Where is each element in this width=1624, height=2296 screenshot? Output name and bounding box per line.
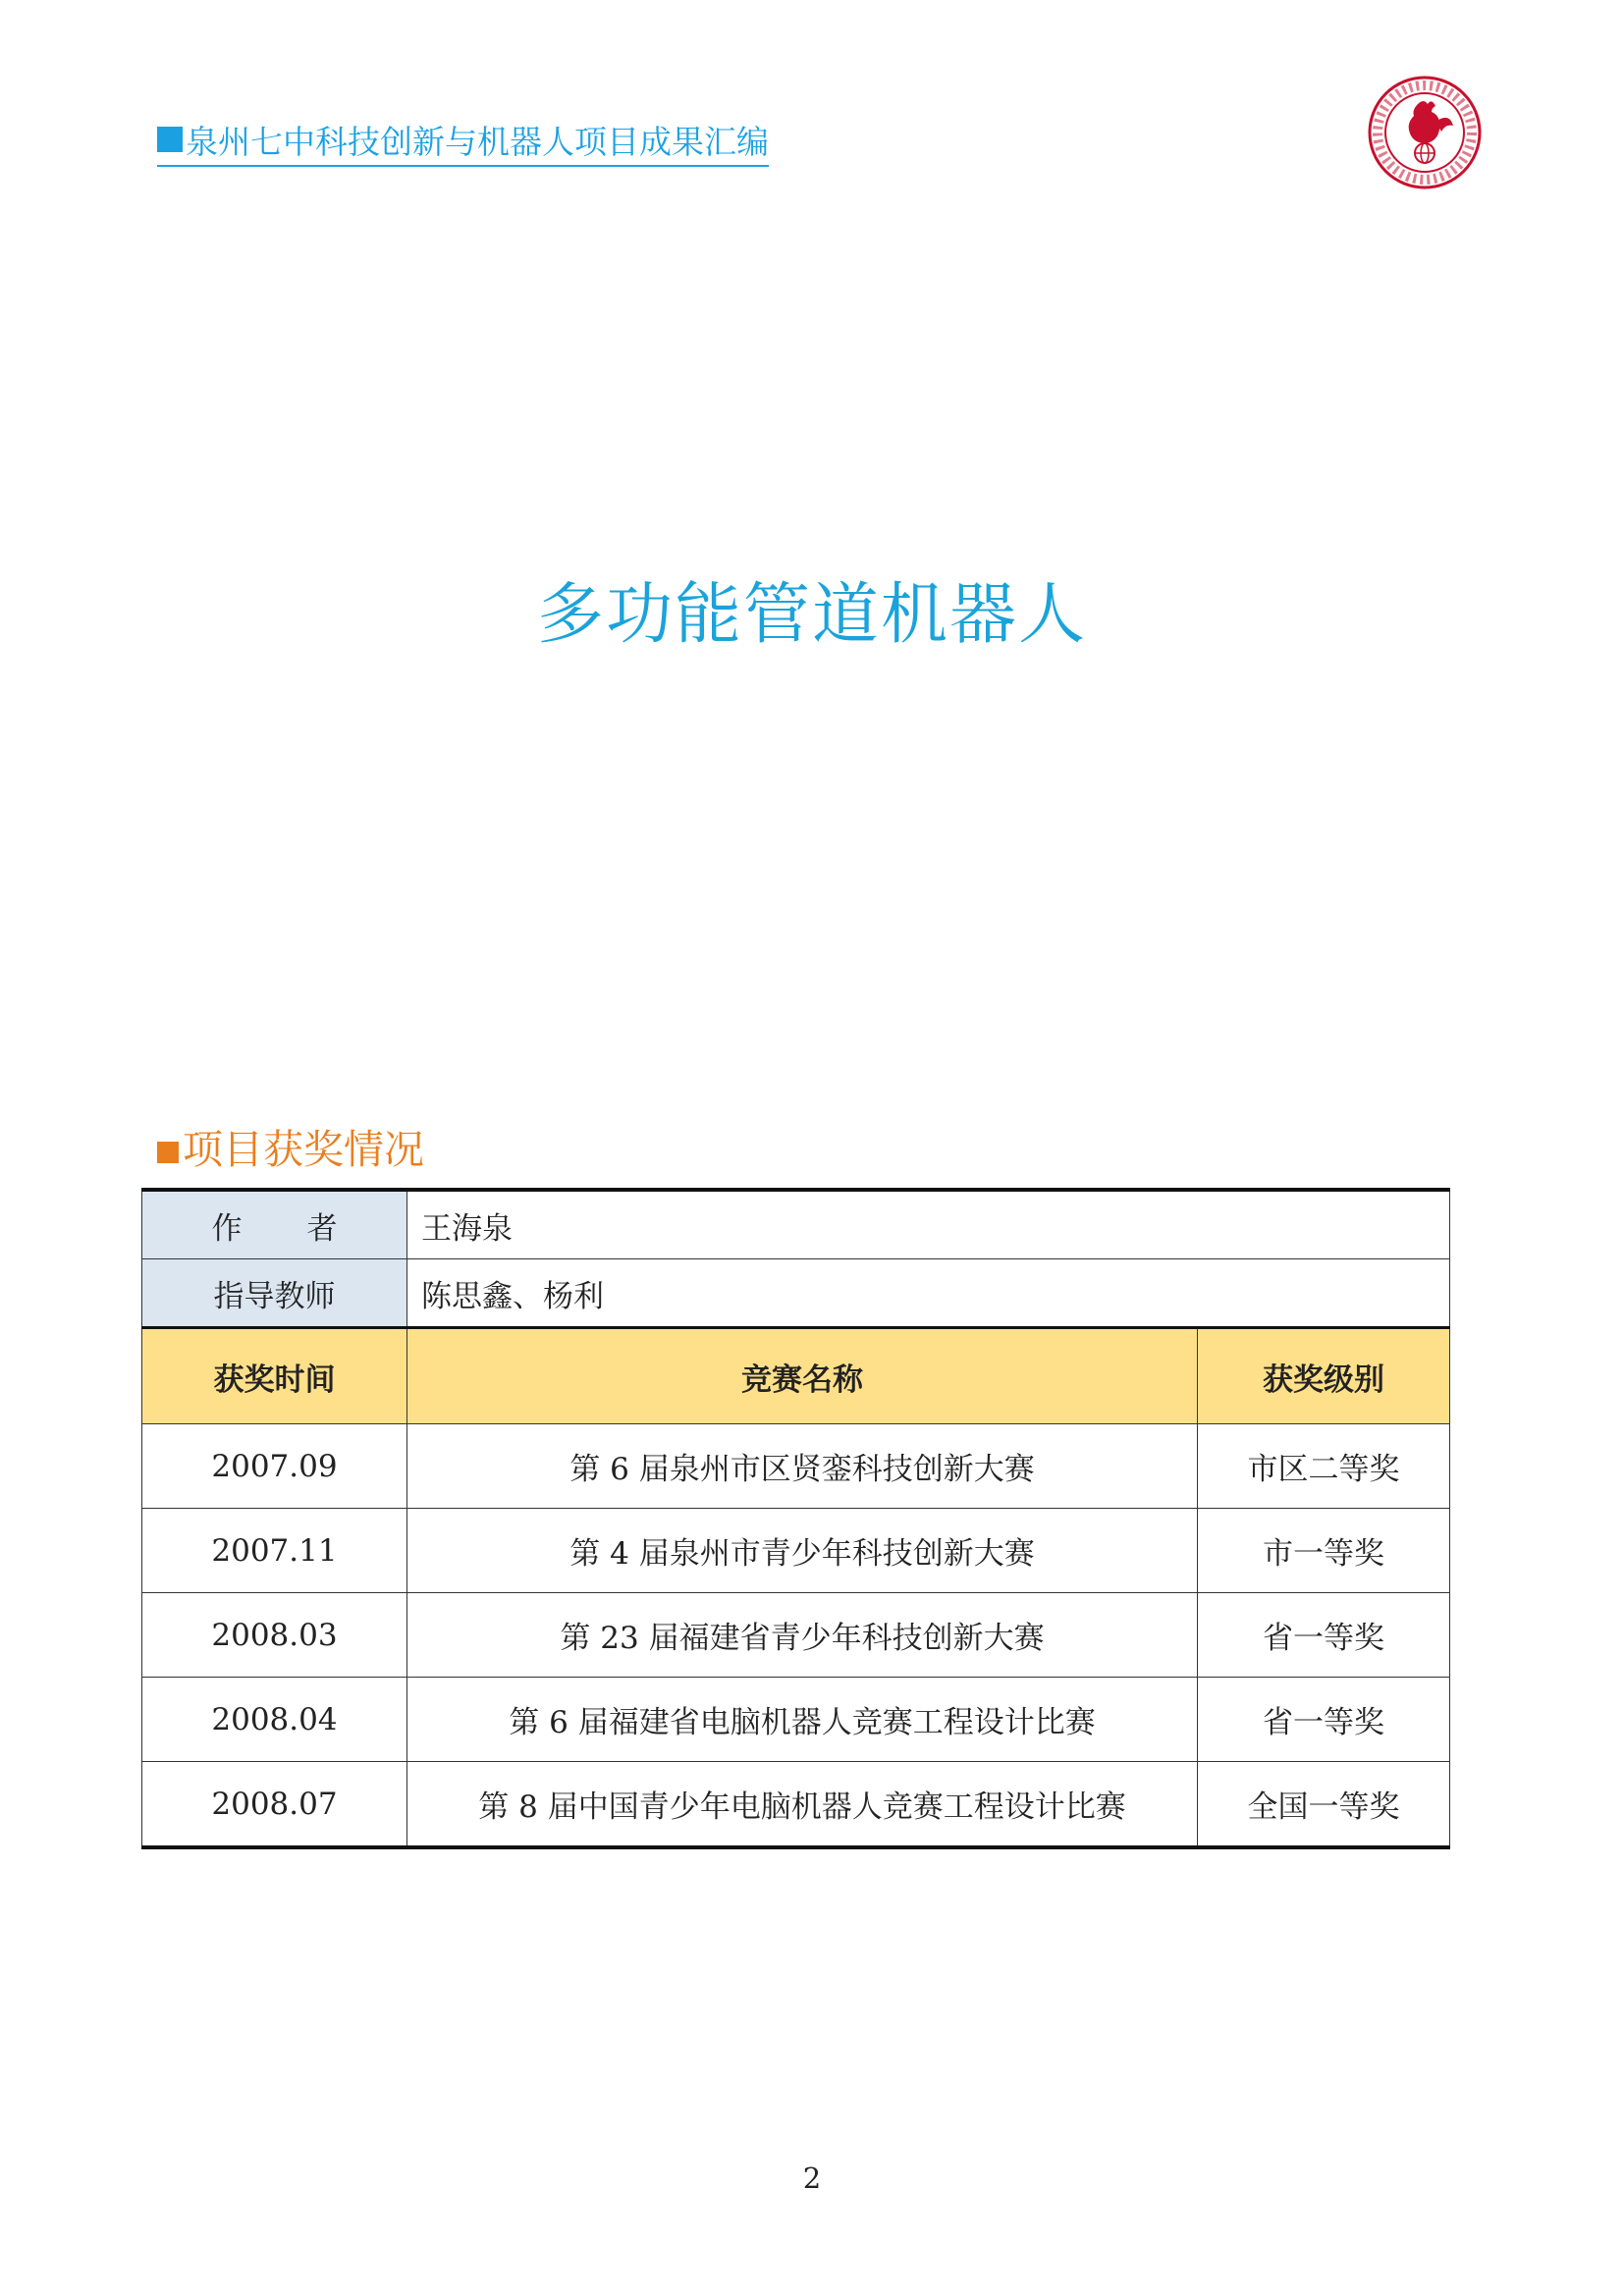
school-emblem-icon bbox=[1367, 75, 1483, 190]
column-header-date: 获奖时间 bbox=[142, 1328, 407, 1424]
author-label: 作者 bbox=[211, 1210, 338, 1247]
award-competition: 第 6 届福建省电脑机器人竞赛工程设计比赛 bbox=[407, 1678, 1198, 1762]
table-row bbox=[142, 1762, 1450, 1848]
award-date: 2008.04 bbox=[142, 1678, 407, 1762]
award-level: 省一等奖 bbox=[1198, 1678, 1450, 1762]
author-label-cell bbox=[142, 1190, 407, 1259]
awards-table bbox=[141, 1188, 1450, 1849]
award-date: 2007.11 bbox=[142, 1509, 407, 1593]
award-competition: 第 8 届中国青少年电脑机器人竞赛工程设计比赛 bbox=[407, 1762, 1198, 1848]
award-competition: 第 23 届福建省青少年科技创新大赛 bbox=[407, 1593, 1198, 1678]
table-row bbox=[142, 1424, 1450, 1509]
award-date: 2007.09 bbox=[142, 1424, 407, 1509]
awards-section-heading bbox=[157, 1117, 424, 1175]
school-emblem-graphic bbox=[1367, 75, 1483, 190]
header-square-bullet-icon bbox=[157, 127, 183, 152]
table-row bbox=[142, 1678, 1450, 1762]
award-level: 市一等奖 bbox=[1198, 1509, 1450, 1593]
advisor-value: 陈思鑫、杨利 bbox=[407, 1259, 1450, 1328]
header-title: 泉州七中科技创新与机器人项目成果汇编 bbox=[186, 122, 769, 161]
award-level: 省一等奖 bbox=[1198, 1593, 1450, 1678]
award-level: 全国一等奖 bbox=[1198, 1762, 1450, 1848]
author-value: 王海泉 bbox=[407, 1190, 1450, 1259]
award-date: 2008.07 bbox=[142, 1762, 407, 1848]
table-row bbox=[142, 1593, 1450, 1678]
column-header-competition: 竞赛名称 bbox=[407, 1328, 1198, 1424]
project-title: 多功能管道机器人 bbox=[536, 576, 1087, 654]
table-row bbox=[142, 1509, 1450, 1593]
author-row bbox=[142, 1190, 1450, 1259]
advisor-label: 指导教师 bbox=[142, 1259, 407, 1328]
award-competition: 第 6 届泉州市区贤銮科技创新大赛 bbox=[407, 1424, 1198, 1509]
awards-heading-text: 项目获奖情况 bbox=[183, 1126, 424, 1173]
table-header-row bbox=[142, 1328, 1450, 1424]
advisor-row bbox=[142, 1259, 1450, 1328]
award-level: 市区二等奖 bbox=[1198, 1424, 1450, 1509]
heading-square-bullet-icon bbox=[157, 1142, 179, 1163]
award-date: 2008.03 bbox=[142, 1593, 407, 1678]
page-number: 2 bbox=[802, 2162, 822, 2195]
column-header-level: 获奖级别 bbox=[1198, 1328, 1450, 1424]
running-header bbox=[157, 116, 769, 167]
award-competition: 第 4 届泉州市青少年科技创新大赛 bbox=[407, 1509, 1198, 1593]
